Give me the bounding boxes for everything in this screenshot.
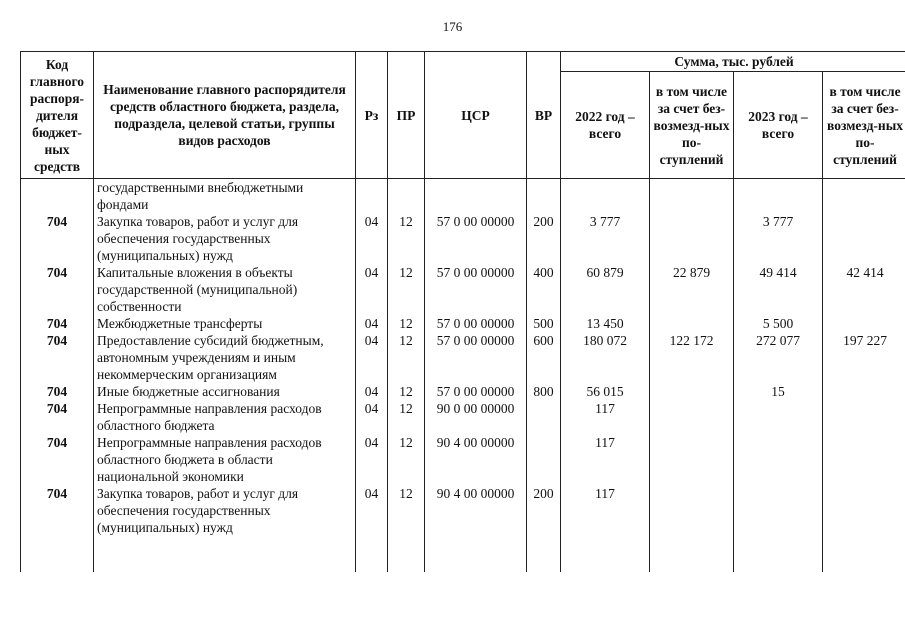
header-2023-total: 2023 год – всего (734, 72, 823, 179)
row-2023-grants (823, 213, 905, 264)
row-code: 704 (21, 332, 94, 383)
row-rz: 04 (356, 434, 388, 485)
row-2022-grants (650, 400, 734, 434)
row-vr (527, 434, 561, 485)
row-rz: 04 (356, 315, 388, 332)
row-2022-grants (650, 434, 734, 485)
row-csr: 90 4 00 00000 (425, 434, 527, 485)
row-2023-total (734, 400, 823, 434)
row-name: Межбюджетные трансферты (94, 315, 356, 332)
row-code (21, 179, 94, 214)
row-pr: 12 (388, 264, 425, 315)
row-2023-total (734, 179, 823, 214)
row-pr: 12 (388, 485, 425, 536)
table-spacer-row (21, 536, 905, 572)
spacer-cell (425, 536, 527, 572)
row-vr: 500 (527, 315, 561, 332)
row-2022-grants (650, 383, 734, 400)
row-pr: 12 (388, 400, 425, 434)
row-2023-grants (823, 400, 905, 434)
row-2022-total: 180 072 (561, 332, 650, 383)
row-name: Закупка товаров, работ и услуг для обеспечения государственных (муниципальных) нужд (94, 213, 356, 264)
table-row (21, 213, 905, 264)
table-row (21, 315, 905, 332)
row-2023-total (734, 434, 823, 485)
spacer-cell (21, 536, 94, 572)
row-rz: 04 (356, 332, 388, 383)
row-2023-total: 272 077 (734, 332, 823, 383)
row-pr: 12 (388, 383, 425, 400)
spacer-cell (823, 536, 905, 572)
row-vr: 800 (527, 383, 561, 400)
row-rz (356, 179, 388, 214)
header-vr: ВР (527, 52, 561, 179)
row-pr: 12 (388, 332, 425, 383)
row-rz: 04 (356, 485, 388, 536)
table-row (21, 383, 905, 400)
row-csr: 57 0 00 00000 (425, 315, 527, 332)
row-2022-total: 3 777 (561, 213, 650, 264)
spacer-cell (356, 536, 388, 572)
row-name: Непрограммные направления расходов областного бюджета (94, 400, 356, 434)
row-csr: 90 0 00 00000 (425, 400, 527, 434)
row-pr: 12 (388, 434, 425, 485)
table-header (21, 52, 905, 179)
row-2023-total (734, 485, 823, 536)
row-code: 704 (21, 383, 94, 400)
table-row (21, 434, 905, 485)
row-vr: 200 (527, 485, 561, 536)
row-2022-grants (650, 315, 734, 332)
row-code: 704 (21, 434, 94, 485)
row-vr (527, 400, 561, 434)
spacer-cell (94, 536, 356, 572)
row-2022-grants (650, 213, 734, 264)
spacer-cell (650, 536, 734, 572)
row-2022-total: 13 450 (561, 315, 650, 332)
table-body (21, 179, 905, 573)
row-rz: 04 (356, 264, 388, 315)
header-2022-grants: в том числе за счет без-возмезд-ных по-ступлений (650, 72, 734, 179)
row-name: Предоставление субсидий бюджетным, автономным учреждениям и иным некоммерческим организациям (94, 332, 356, 383)
row-2023-grants (823, 383, 905, 400)
row-2022-total: 117 (561, 400, 650, 434)
table-row (21, 400, 905, 434)
row-name: Капитальные вложения в объекты государственной (муниципальной) собственности (94, 264, 356, 315)
spacer-cell (527, 536, 561, 572)
table-row (21, 179, 905, 214)
row-2023-grants (823, 485, 905, 536)
row-vr: 400 (527, 264, 561, 315)
row-code: 704 (21, 400, 94, 434)
row-2023-grants: 42 414 (823, 264, 905, 315)
row-csr: 57 0 00 00000 (425, 213, 527, 264)
header-2022-total: 2022 год – всего (561, 72, 650, 179)
row-2023-grants: 197 227 (823, 332, 905, 383)
row-2022-grants (650, 179, 734, 214)
row-2023-total: 15 (734, 383, 823, 400)
table-row (21, 485, 905, 536)
header-pr: ПР (388, 52, 425, 179)
row-2023-grants (823, 315, 905, 332)
row-pr: 12 (388, 213, 425, 264)
row-csr: 90 4 00 00000 (425, 485, 527, 536)
row-2022-grants: 22 879 (650, 264, 734, 315)
row-2023-total: 49 414 (734, 264, 823, 315)
row-csr: 57 0 00 00000 (425, 332, 527, 383)
row-2023-total: 5 500 (734, 315, 823, 332)
row-name: государственными внебюджетными фондами (94, 179, 356, 214)
spacer-cell (561, 536, 650, 572)
row-name: Непрограммные направления расходов областного бюджета в области национальной экономики (94, 434, 356, 485)
row-pr (388, 179, 425, 214)
header-name: Наименование главного распорядителя средств областного бюджета, раздела, подраздела, целевой статьи, группы видов расходов (94, 52, 356, 179)
budget-table (20, 51, 905, 572)
row-rz: 04 (356, 213, 388, 264)
row-vr: 600 (527, 332, 561, 383)
row-2022-total: 60 879 (561, 264, 650, 315)
row-2023-total: 3 777 (734, 213, 823, 264)
row-rz: 04 (356, 383, 388, 400)
spacer-cell (388, 536, 425, 572)
row-code: 704 (21, 315, 94, 332)
header-code: Код главного распоря-дителя бюджет-ных средств (21, 52, 94, 179)
row-csr (425, 179, 527, 214)
row-2022-total: 117 (561, 485, 650, 536)
page-number: 176 (442, 19, 463, 34)
row-2022-total (561, 179, 650, 214)
row-csr: 57 0 00 00000 (425, 264, 527, 315)
row-2022-total: 117 (561, 434, 650, 485)
header-csr: ЦСР (425, 52, 527, 179)
row-2023-grants (823, 434, 905, 485)
row-pr: 12 (388, 315, 425, 332)
row-code: 704 (21, 485, 94, 536)
spacer-cell (734, 536, 823, 572)
row-2022-grants (650, 485, 734, 536)
row-code: 704 (21, 264, 94, 315)
row-csr: 57 0 00 00000 (425, 383, 527, 400)
table-row (21, 264, 905, 315)
header-sum-group: Сумма, тыс. рублей (561, 52, 905, 72)
row-2022-total: 56 015 (561, 383, 650, 400)
header-2023-grants: в том числе за счет без-возмезд-ных по-ступлений (823, 72, 905, 179)
header-rz: Рз (356, 52, 388, 179)
row-name: Иные бюджетные ассигнования (94, 383, 356, 400)
row-rz: 04 (356, 400, 388, 434)
row-vr (527, 179, 561, 214)
table-row (21, 332, 905, 383)
row-name: Закупка товаров, работ и услуг для обеспечения государственных (муниципальных) нужд (94, 485, 356, 536)
row-vr: 200 (527, 213, 561, 264)
row-code: 704 (21, 213, 94, 264)
row-2023-grants (823, 179, 905, 214)
row-2022-grants: 122 172 (650, 332, 734, 383)
